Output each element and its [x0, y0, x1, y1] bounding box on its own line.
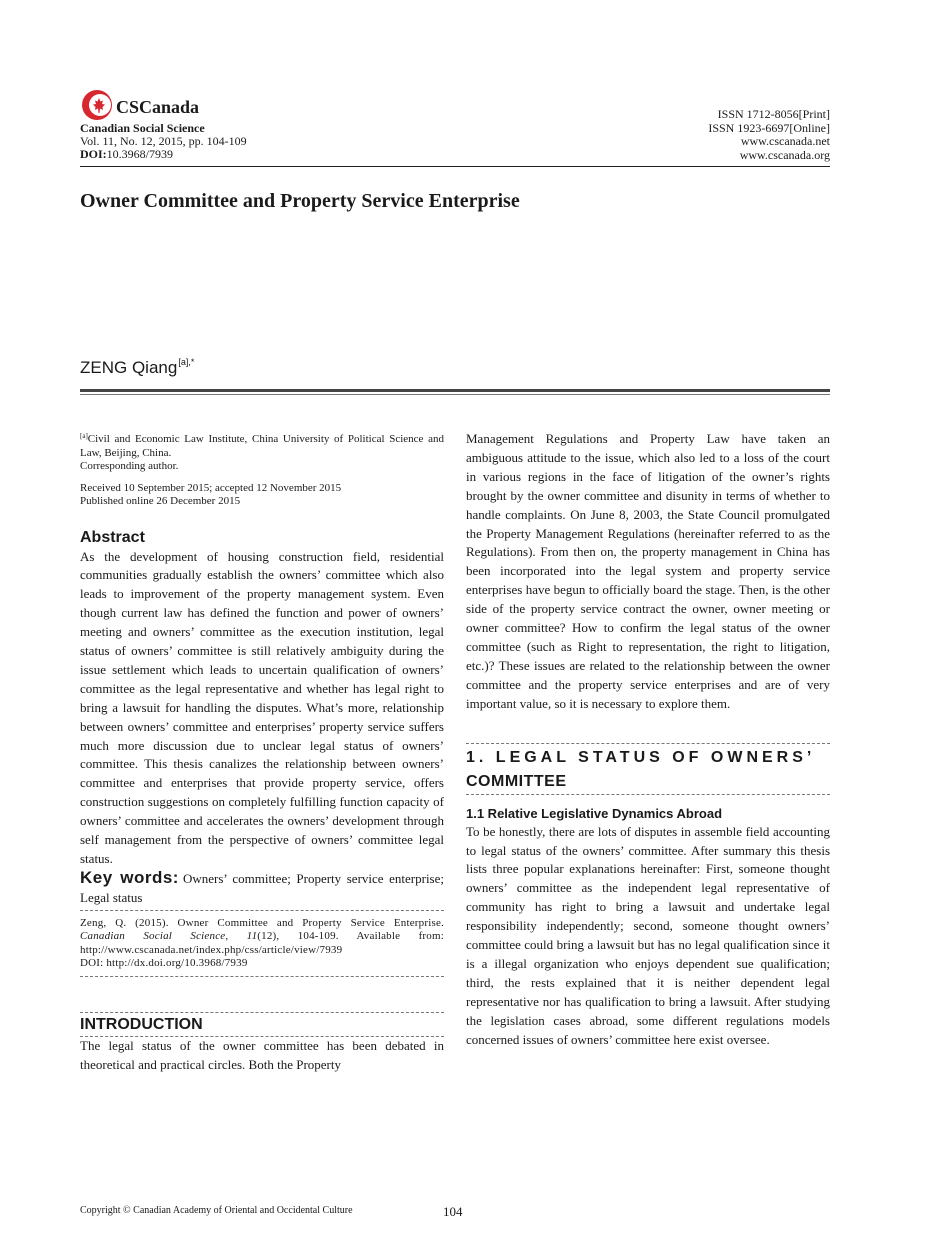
doi-label: DOI:: [80, 147, 107, 161]
author-line: [80, 357, 194, 378]
abstract-heading: Abstract: [80, 528, 145, 546]
doi-value: 10.3968/7939: [106, 147, 174, 161]
author-name: ZENG Qiang: [80, 358, 178, 377]
section-divider-bottom: [466, 794, 830, 795]
body-paragraph-1: Management Regulations and Property Law have taken an ambiguous attitude to the issue, which also led to a loss of the court in various regions in the face of litigation of the owner’s rights brought by the owner committee and disunity in terms of whether to handle complaints. On June 8, 2003, the State Council promulgated the Property Management Regulations (hereinafter referred to as the Regulations). From then on, the property management in China has been incorporated into the legal system and property service enterprises have begun to officially board the stage. Then, is the other side of the property service contract the owner, owner meeting or owner committee? How to confirm the legal status of the owner committee (such as Right to representation, the right to litigation, etc.)? These issues are related to the relationship between the owner committee and the property service enterprises and are of very important value, so it is necessary to explore them.: [466, 431, 830, 711]
author-superscript: [a],*: [178, 357, 195, 367]
section-heading-line-2: COMMITTEE: [466, 772, 567, 790]
article-title: Owner Committee and Property Service Enterprise: [80, 190, 520, 212]
right-column: [466, 430, 830, 1049]
section-1-heading: [466, 744, 830, 794]
site-org-link[interactable]: www.cscanada.org: [739, 147, 830, 162]
issn-block: [708, 108, 830, 162]
introduction-heading: INTRODUCTION: [80, 1015, 203, 1033]
introduction-text: The legal status of the owner committee has been debated in theoretical and practical circles. Both the Property: [80, 1037, 444, 1072]
keywords-label: Key words:: [80, 867, 179, 887]
keywords-text: Owners’ committee; Property service enterprise; Legal status: [80, 870, 444, 905]
affiliation: [80, 430, 444, 460]
citation-prefix: Zeng, Q. (2015). Owner Committee and Property Service Enterprise.: [80, 916, 444, 929]
section-heading-line-1: 1. LEGAL STATUS OF OWNERS’: [466, 748, 816, 766]
doi-line: [80, 148, 247, 161]
logo-text: CSCanada: [116, 96, 200, 117]
published-date: Published online 26 December 2015: [80, 495, 241, 507]
affiliation-marker: [a]: [80, 432, 88, 440]
header-divider: [80, 166, 830, 167]
left-column: [80, 430, 444, 1075]
keywords: [80, 869, 444, 908]
copyright-notice: Copyright © Canadian Academy of Oriental and Occidental Culture: [80, 1205, 353, 1216]
received-dates: Received 10 September 2015; accepted 12 November 2015: [80, 481, 342, 494]
author-divider-thin: [80, 394, 830, 395]
affiliation-text: Civil and Economic Law Institute, China University of Political Science and Law, Beijing, China.: [80, 433, 444, 459]
issn-print: ISSN 1712-8056[Print]: [717, 107, 830, 121]
page-number: 104: [443, 1204, 463, 1219]
maple-leaf-logo-icon: [80, 88, 114, 122]
citation: [80, 911, 444, 976]
body-paragraph-2: To be honestly, there are lots of disputes in assemble field accounting to legal status of the owners’ committee. After summary this thesis lists three popular explanations hereinafter: First, someone thought owners’ committee as the independent legal representative of community has right to bring a lawsuit and undertake legal responsibility independently; second, someone thought owners’ committee could bring a lawsuit but has no legal qualification since it is a illegal organization who enjoys dependent sue qualification; third, the rests explained that it is neither dependent legal representative nor has qualification to bring a lawsuit. After studying the legislation cases abroad, some different regulations models concerned issues of owners’ committee here exist oversee.: [466, 823, 830, 1047]
site-net-link[interactable]: www.cscanada.net: [740, 134, 830, 148]
citation-journal: Canadian Social Science, 11: [80, 930, 258, 943]
citation-divider-bottom: [80, 976, 444, 977]
citation-doi[interactable]: DOI: http://dx.doi.org/10.3968/7939: [80, 957, 248, 970]
publisher-logo: [80, 88, 199, 122]
corresponding-author: Corresponding author.: [80, 460, 179, 472]
volume-line: Vol. 11, No. 12, 2015, pp. 104-109: [80, 134, 247, 148]
issn-online: ISSN 1923-6697[Online]: [708, 120, 830, 135]
abstract-text: As the development of housing construction field, residential communities gradually establish the owners’ committee which also leads to improvement of the property management system. Even though current law has defined the function and power of owners’ meeting and owners’ committee as the execution institution, legal status of owners’ committee is still relatively ambiguity during the issue settlement which leads to uncertain qualification of owners’ committee as the legal representative and whether has legal right to bring a lawsuit for handling the disputes. What’s more, relationship between owners’ committee and enterprises’ property service suffers much more discussion due to unclear legal status of owners’ committee. This thesis canalizes the relationship between owners’ committee and enterprises that provide property service, offers construction suggestions on completely fulfilling function capacity of owners’ committee and accelerates the owners’ development through self management from the perspective of owners’ committee legal status.: [80, 548, 444, 866]
author-divider-thick: [80, 389, 830, 392]
journal-name: Canadian Social Science: [80, 121, 205, 135]
journal-info: [80, 122, 247, 161]
citation-issue: (12), 104-109. Available from: http://www.cscanada.net/index.php/css/article/view/7939: [80, 930, 445, 956]
subsection-heading: 1.1 Relative Legislative Dynamics Abroad: [466, 805, 723, 821]
